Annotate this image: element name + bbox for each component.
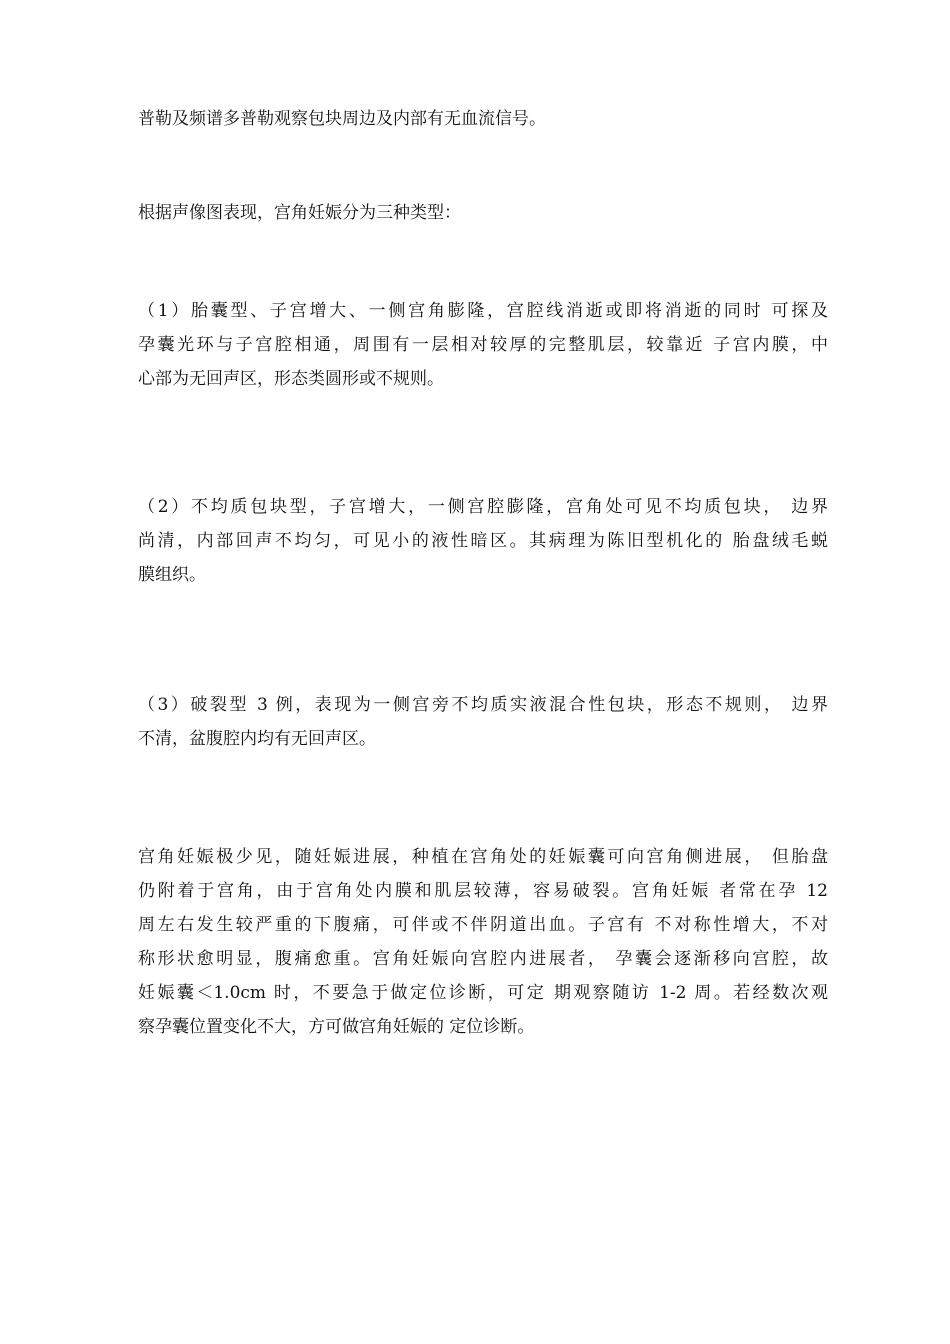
- text-line: （1）胎囊型、子宫增大、一侧宫角膨隆，宫腔线消逝或即将消逝的同时 可探及: [138, 301, 828, 321]
- text-line: （2）不均质包块型，子宫增大，一侧宫腔膨隆，宫角处可见不均质包块， 边界: [138, 497, 828, 517]
- text-line: （3）破裂型 3 例，表现为一侧宫旁不均质实液混合性包块，形态不规则， 边界: [138, 695, 828, 715]
- text-line: 周左右发生较严重的下腹痛，可伴或不伴阴道出血。子宫有 不对称性增大，不对: [138, 915, 828, 935]
- text-line: 宫角妊娠极少见，随妊娠进展，种植在宫角处的妊娠囊可向宫角侧进展， 但胎盘: [138, 847, 828, 867]
- text-line: 察孕囊位置变化不大，方可做宫角妊娠的 定位诊断。: [138, 1017, 535, 1037]
- text-line: 不清，盆腹腔内均有无回声区。: [138, 729, 376, 749]
- text-line: 心部为无回声区，形态类圆形或不规则。: [138, 369, 444, 389]
- paragraph-classification-intro: [138, 196, 828, 230]
- text-line: 普勒及频谱多普勒观察包块周边及内部有无血流信号。: [138, 109, 546, 129]
- text-line: 孕囊光环与子宫腔相通，周围有一层相对较厚的完整肌层，较靠近 子宫内膜，中: [138, 335, 828, 355]
- text-line: 膜组织。: [138, 565, 206, 585]
- paragraph-type-2: [138, 490, 828, 592]
- paragraph-type-3: [138, 688, 828, 756]
- text-line: 根据声像图表现，宫角妊娠分为三种类型：: [138, 203, 461, 223]
- text-line: 仍附着于宫角，由于宫角处内膜和肌层较薄，容易破裂。宫角妊娠 者常在孕 12: [138, 881, 828, 901]
- text-line: 尚清，内部回声不均匀，可见小的液性暗区。其病理为陈旧型机化的 胎盘绒毛蜕: [138, 531, 828, 551]
- paragraph-doppler: [138, 102, 828, 136]
- text-line: 称形状愈明显，腹痛愈重。宫角妊娠向宫腔内进展者， 孕囊会逐渐移向宫腔，故: [138, 949, 828, 969]
- text-line: 妊娠囊＜1.0cm 时，不要急于做定位诊断，可定 期观察随访 1-2 周。若经数次观: [138, 983, 828, 1003]
- paragraph-type-1: [138, 294, 828, 396]
- paragraph-discussion: [138, 840, 828, 1044]
